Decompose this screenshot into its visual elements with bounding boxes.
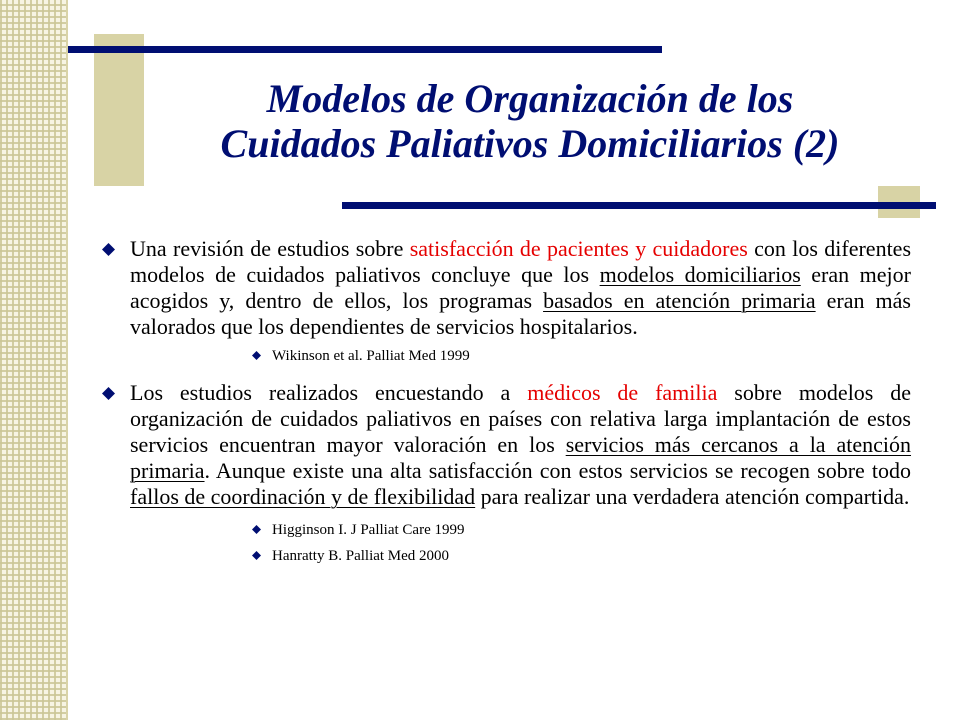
slide-title-line-2: Cuidados Paliativos Domiciliarios (2): [220, 121, 840, 166]
slide-body: [100, 236, 911, 572]
diamond-bullet-icon: [252, 551, 261, 560]
reference-text: Wikinson et al. Palliat Med 1999: [272, 348, 470, 364]
highlight-satisfaccion: satisfacción de pacientes y cuidadores: [409, 236, 748, 261]
bullet-text-1: [130, 236, 911, 340]
text-segment: Los estudios realizados encuestando a: [130, 380, 528, 405]
bullet-item-2: [100, 380, 911, 566]
diamond-bullet-icon: [102, 243, 115, 256]
reference-list-1: [130, 346, 911, 366]
reference-text: Higginson I. J Palliat Care 1999: [272, 522, 465, 538]
bullet-item-1: [100, 236, 911, 366]
reference-item: [250, 346, 911, 366]
underline-modelos-domiciliarios: modelos domiciliarios: [599, 262, 801, 287]
text-segment: eran mejor acogidos y, dentro de ellos, los programas: [130, 262, 911, 313]
reference-text: Hanratty B. Palliat Med 2000: [272, 548, 450, 564]
left-border-line: [66, 0, 68, 720]
text-segment: . Aunque existe una alta satisfacción con estos servicios se recogen sobre todo: [204, 458, 911, 483]
title-accent-bar-bottom: [342, 202, 936, 209]
underline-atencion-primaria: basados en atención primaria: [543, 288, 816, 313]
left-grid-pattern: [0, 0, 66, 720]
highlight-medicos-de-familia: médicos de familia: [527, 380, 718, 405]
underline-fallos-coordinacion: fallos de coordinación y de flexibilidad: [130, 484, 476, 509]
reference-item: [250, 520, 911, 540]
text-segment: Una revisión de estudios sobre: [130, 236, 410, 261]
title-accent-bar-top: [68, 46, 662, 53]
text-segment: con los diferentes modelos de cuidados paliativos concluye que los: [130, 236, 912, 287]
bullet-text-2: [130, 380, 911, 510]
underline-servicios-cercanos: servicios más cercanos a la atención primaria: [130, 432, 912, 483]
diamond-bullet-icon: [102, 387, 115, 400]
reference-list-2: [130, 520, 911, 566]
diamond-bullet-icon: [252, 525, 261, 534]
slide-title-line-1: Modelos de Organización de los: [266, 76, 794, 121]
reference-item: [250, 546, 911, 566]
text-segment: eran más valorados que los dependientes de servicios hospitalarios.: [130, 288, 911, 339]
diamond-bullet-icon: [252, 351, 261, 360]
title-accent-block-top: [94, 34, 144, 186]
text-segment: sobre modelos de organización de cuidados paliativos en países con relativa larga implantación de estos servicios encuentran mayor valoración en los: [130, 380, 912, 457]
slide-title: [150, 76, 910, 166]
text-segment: para realizar una verdadera atención compartida.: [475, 484, 910, 509]
